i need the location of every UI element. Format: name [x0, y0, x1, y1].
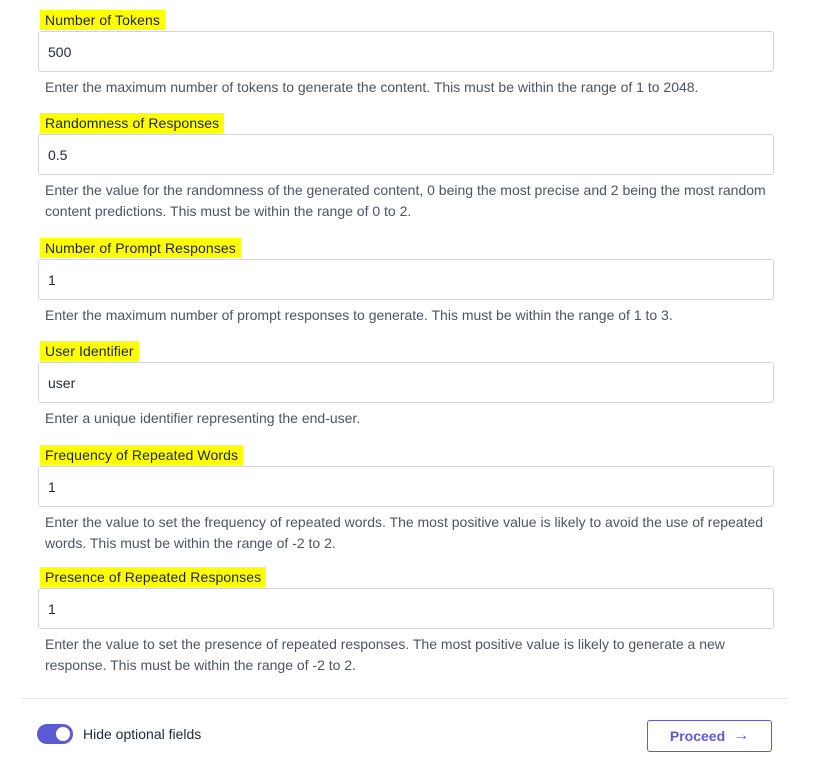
- field-help-text: Enter a unique identifier representing the end-user.: [45, 410, 361, 426]
- field-presence-of-repeated-responses: [38, 567, 774, 676]
- field-number-of-prompt-responses: [38, 238, 774, 326]
- presence-input[interactable]: [38, 588, 774, 629]
- hide-optional-fields-toggle[interactable]: [37, 724, 73, 744]
- field-number-of-tokens: [38, 10, 774, 98]
- field-help-text: Enter the value for the randomness of the generated content, 0 being the most precise and 2 being the most random content predictions. This must be within the range of 0 to 2.: [45, 182, 766, 219]
- number-of-tokens-input[interactable]: [38, 31, 774, 72]
- field-frequency-of-repeated-words: [38, 445, 774, 554]
- field-label: User Identifier: [40, 341, 139, 361]
- field-label: Number of Tokens: [40, 10, 165, 30]
- field-help-text: Enter the maximum number of tokens to generate the content. This must be within the range of 1 to 2048.: [45, 79, 699, 95]
- toggle-label: Hide optional fields: [83, 726, 202, 742]
- prompt-responses-input[interactable]: [38, 259, 774, 300]
- field-help-text: Enter the value to set the presence of repeated responses. The most positive value is likely to generate a new response. This must be within the range of -2 to 2.: [45, 636, 725, 673]
- footer-divider: [21, 698, 788, 699]
- field-label: Number of Prompt Responses: [40, 238, 241, 258]
- toggle-knob: [56, 727, 70, 741]
- hide-optional-fields-control: [37, 724, 201, 744]
- proceed-button[interactable]: [647, 720, 772, 752]
- field-randomness-of-responses: [38, 113, 774, 222]
- user-identifier-input[interactable]: [38, 362, 774, 403]
- randomness-input[interactable]: [38, 134, 774, 175]
- field-label: Presence of Repeated Responses: [40, 567, 266, 587]
- field-label: Frequency of Repeated Words: [40, 445, 243, 465]
- field-help-text: Enter the value to set the frequency of repeated words. The most positive value is likely to avoid the use of repeated words. This must be within the range of -2 to 2.: [45, 514, 764, 551]
- proceed-label: Proceed: [669, 728, 726, 744]
- frequency-input[interactable]: [38, 466, 774, 507]
- field-user-identifier: [38, 341, 774, 429]
- arrow-right-icon: →: [733, 727, 750, 744]
- field-help-text: Enter the maximum number of prompt responses to generate. This must be within the range of 1 to 3.: [45, 307, 673, 323]
- field-label: Randomness of Responses: [40, 113, 224, 133]
